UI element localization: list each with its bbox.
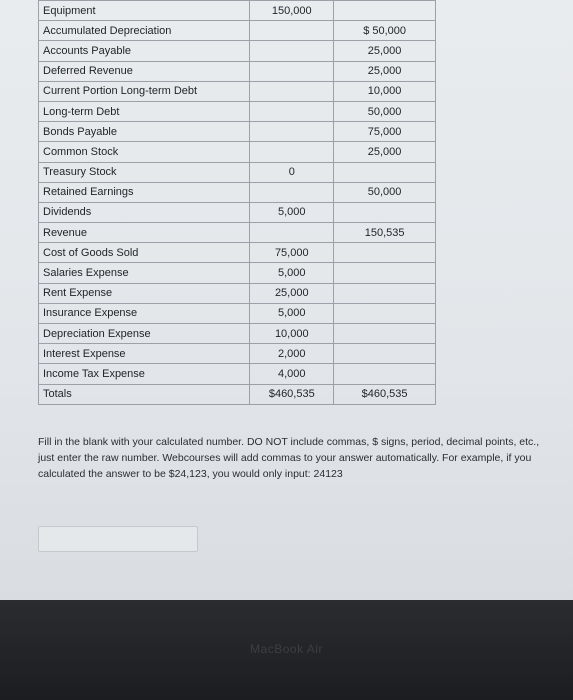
debit-cell — [250, 182, 334, 202]
laptop-bezel — [0, 600, 573, 700]
account-cell: Retained Earnings — [39, 182, 250, 202]
bezel-brand-label: MacBook Air — [250, 642, 323, 656]
table-row — [39, 243, 436, 263]
table-row — [39, 162, 436, 182]
account-cell: Accounts Payable — [39, 41, 250, 61]
debit-cell — [250, 61, 334, 81]
debit-cell — [250, 21, 334, 41]
credit-cell — [334, 1, 436, 21]
table-row — [39, 263, 436, 283]
credit-cell: 50,000 — [334, 101, 436, 121]
account-cell: Revenue — [39, 223, 250, 243]
table-row — [39, 41, 436, 61]
account-cell: Long-term Debt — [39, 101, 250, 121]
trial-balance-table — [38, 0, 436, 405]
table-row — [39, 182, 436, 202]
table-row — [39, 223, 436, 243]
account-cell: Deferred Revenue — [39, 61, 250, 81]
debit-cell: 150,000 — [250, 1, 334, 21]
table-row — [39, 344, 436, 364]
account-cell: Rent Expense — [39, 283, 250, 303]
debit-cell: 4,000 — [250, 364, 334, 384]
debit-cell — [250, 122, 334, 142]
debit-cell — [250, 101, 334, 121]
credit-cell: 75,000 — [334, 122, 436, 142]
credit-cell — [334, 344, 436, 364]
account-cell: Salaries Expense — [39, 263, 250, 283]
table-row — [39, 364, 436, 384]
account-cell: Treasury Stock — [39, 162, 250, 182]
debit-cell — [250, 223, 334, 243]
trial-balance-body — [39, 1, 436, 405]
totals-label: Totals — [39, 384, 250, 404]
table-row — [39, 303, 436, 323]
table-row — [39, 101, 436, 121]
credit-cell: 10,000 — [334, 81, 436, 101]
account-cell: Dividends — [39, 202, 250, 222]
totals-credit: $460,535 — [334, 384, 436, 404]
credit-cell — [334, 364, 436, 384]
credit-cell — [334, 263, 436, 283]
account-cell: Accumulated Depreciation — [39, 21, 250, 41]
account-cell: Income Tax Expense — [39, 364, 250, 384]
debit-cell: 5,000 — [250, 202, 334, 222]
table-row — [39, 21, 436, 41]
table-row — [39, 202, 436, 222]
debit-cell: 0 — [250, 162, 334, 182]
totals-debit: $460,535 — [250, 384, 334, 404]
credit-cell: 25,000 — [334, 41, 436, 61]
credit-cell — [334, 283, 436, 303]
credit-cell: $ 50,000 — [334, 21, 436, 41]
debit-cell: 5,000 — [250, 303, 334, 323]
credit-cell: 25,000 — [334, 142, 436, 162]
answer-input[interactable] — [38, 526, 198, 552]
table-row — [39, 283, 436, 303]
debit-cell — [250, 81, 334, 101]
account-cell: Cost of Goods Sold — [39, 243, 250, 263]
instructions-text: Fill in the blank with your calculated number. DO NOT include commas, $ signs, period, decimal points, etc., just enter the raw number. Webcourses will add commas to your answer automatically. For example, if you calculated the answer to be $24,123, you would only input: 24123 — [38, 436, 540, 480]
credit-cell: 25,000 — [334, 61, 436, 81]
debit-cell: 25,000 — [250, 283, 334, 303]
table-row — [39, 122, 436, 142]
credit-cell — [334, 303, 436, 323]
account-cell: Current Portion Long-term Debt — [39, 81, 250, 101]
credit-cell: 50,000 — [334, 182, 436, 202]
account-cell: Depreciation Expense — [39, 324, 250, 344]
table-row — [39, 1, 436, 21]
debit-cell: 10,000 — [250, 324, 334, 344]
account-cell: Insurance Expense — [39, 303, 250, 323]
table-row — [39, 142, 436, 162]
credit-cell — [334, 243, 436, 263]
debit-cell: 2,000 — [250, 344, 334, 364]
credit-cell — [334, 324, 436, 344]
account-cell: Equipment — [39, 1, 250, 21]
account-cell: Bonds Payable — [39, 122, 250, 142]
table-row — [39, 81, 436, 101]
debit-cell — [250, 142, 334, 162]
credit-cell — [334, 202, 436, 222]
account-cell: Interest Expense — [39, 344, 250, 364]
credit-cell: 150,535 — [334, 223, 436, 243]
table-row — [39, 324, 436, 344]
table-row — [39, 61, 436, 81]
debit-cell — [250, 41, 334, 61]
debit-cell: 75,000 — [250, 243, 334, 263]
debit-cell: 5,000 — [250, 263, 334, 283]
account-cell: Common Stock — [39, 142, 250, 162]
credit-cell — [334, 162, 436, 182]
totals-row — [39, 384, 436, 404]
